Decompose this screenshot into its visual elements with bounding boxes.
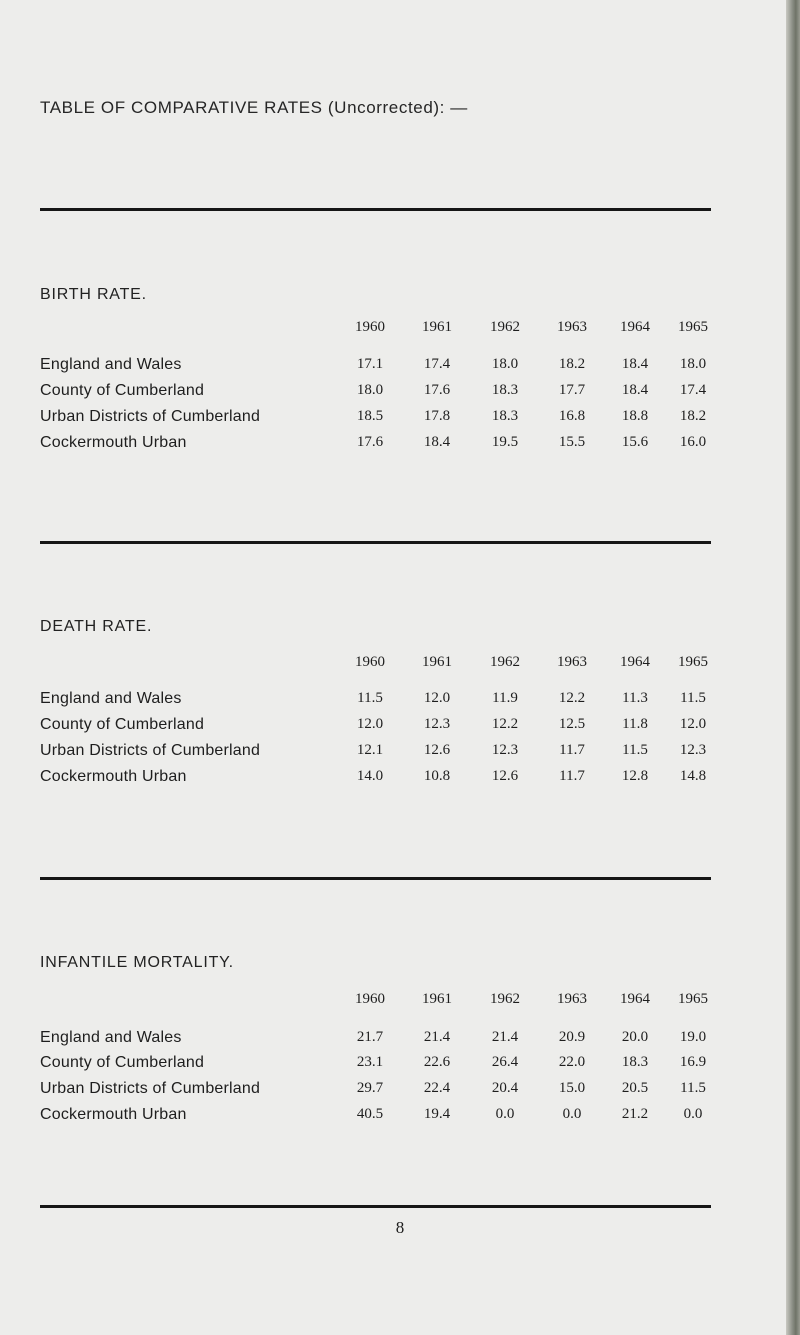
row-label: County of Cumberland	[40, 716, 205, 733]
table-cell: 14.8	[679, 768, 707, 784]
year-header: 1964	[620, 654, 650, 670]
table-cell: 11.5	[680, 1080, 706, 1096]
section-heading: BIRTH RATE.	[40, 286, 147, 303]
table-cell: 18.2	[679, 408, 707, 424]
year-header: 1961	[422, 319, 452, 335]
table-cell: 18.4	[621, 382, 649, 398]
table-cell: 12.0	[423, 690, 451, 706]
year-header: 1961	[422, 654, 452, 670]
year-header: 1961	[422, 991, 452, 1007]
table-row	[0, 1029, 800, 1051]
table-cell: 22.4	[423, 1080, 451, 1096]
table-cell: 12.0	[356, 716, 384, 732]
table-cell: 20.5	[621, 1080, 649, 1096]
table-cell: 12.5	[558, 716, 586, 732]
table-cell: 12.8	[621, 768, 649, 784]
year-header: 1965	[678, 319, 708, 335]
table-cell: 15.5	[558, 434, 586, 450]
table-cell: 11.8	[622, 716, 648, 732]
table-cell: 11.5	[357, 690, 383, 706]
row-label: England and Wales	[40, 356, 182, 373]
table-cell: 12.2	[491, 716, 519, 732]
table-cell: 22.0	[558, 1054, 586, 1070]
table-row	[0, 1106, 800, 1128]
row-label: Urban Districts of Cumberland	[40, 408, 261, 425]
year-header: 1963	[557, 654, 587, 670]
table-cell: 18.3	[491, 382, 519, 398]
section-divider	[40, 541, 711, 544]
year-header: 1964	[620, 991, 650, 1007]
table-cell: 16.8	[558, 408, 586, 424]
table-row	[0, 356, 800, 378]
year-header: 1962	[490, 654, 520, 670]
table-cell: 0.0	[495, 1106, 515, 1122]
table-row	[0, 742, 800, 764]
year-header: 1960	[355, 654, 385, 670]
table-cell: 10.8	[423, 768, 451, 784]
table-cell: 18.0	[356, 382, 384, 398]
table-cell: 18.2	[558, 356, 586, 372]
table-cell: 18.3	[621, 1054, 649, 1070]
table-cell: 11.7	[559, 742, 585, 758]
table-cell: 16.0	[679, 434, 707, 450]
page-title: TABLE OF COMPARATIVE RATES (Uncorrected): —	[40, 98, 468, 117]
year-header: 1960	[355, 319, 385, 335]
table-cell: 17.4	[679, 382, 707, 398]
row-label: Cockermouth Urban	[40, 768, 187, 785]
table-cell: 19.4	[423, 1106, 451, 1122]
table-cell: 18.3	[491, 408, 519, 424]
table-cell: 18.5	[356, 408, 384, 424]
table-cell: 20.9	[558, 1029, 586, 1045]
table-cell: 0.0	[683, 1106, 703, 1122]
table-cell: 18.0	[491, 356, 519, 372]
table-cell: 11.5	[622, 742, 648, 758]
year-header: 1963	[557, 319, 587, 335]
row-label: England and Wales	[40, 1029, 182, 1046]
table-cell: 19.0	[679, 1029, 707, 1045]
table-row	[0, 716, 800, 738]
table-row	[0, 768, 800, 790]
year-header: 1963	[557, 991, 587, 1007]
section-heading: INFANTILE MORTALITY.	[40, 954, 234, 971]
row-label: County of Cumberland	[40, 1054, 205, 1071]
table-cell: 12.2	[558, 690, 586, 706]
table-cell: 17.1	[356, 356, 384, 372]
year-header: 1962	[490, 319, 520, 335]
table-cell: 23.1	[356, 1054, 384, 1070]
year-header: 1962	[490, 991, 520, 1007]
table-cell: 20.0	[621, 1029, 649, 1045]
year-header-row	[0, 319, 800, 341]
table-cell: 26.4	[491, 1054, 519, 1070]
table-cell: 11.7	[559, 768, 585, 784]
table-cell: 17.6	[423, 382, 451, 398]
table-cell: 16.9	[679, 1054, 707, 1070]
row-label: Cockermouth Urban	[40, 1106, 187, 1123]
year-header-row	[0, 991, 800, 1013]
table-cell: 18.4	[423, 434, 451, 450]
row-label: England and Wales	[40, 690, 182, 707]
table-cell: 18.4	[621, 356, 649, 372]
table-cell: 21.2	[621, 1106, 649, 1122]
table-cell: 17.6	[356, 434, 384, 450]
table-cell: 21.4	[423, 1029, 451, 1045]
row-label: County of Cumberland	[40, 382, 205, 399]
table-cell: 12.6	[423, 742, 451, 758]
table-row	[0, 434, 800, 456]
table-cell: 12.3	[679, 742, 707, 758]
table-cell: 18.0	[679, 356, 707, 372]
year-header: 1965	[678, 991, 708, 1007]
section-divider	[40, 208, 711, 211]
table-row	[0, 1054, 800, 1076]
table-cell: 17.8	[423, 408, 451, 424]
section-divider	[40, 1205, 711, 1208]
row-label: Urban Districts of Cumberland	[40, 742, 261, 759]
table-cell: 12.0	[679, 716, 707, 732]
table-cell: 0.0	[562, 1106, 582, 1122]
table-cell: 21.4	[491, 1029, 519, 1045]
year-header: 1960	[355, 991, 385, 1007]
table-cell: 17.7	[558, 382, 586, 398]
table-row	[0, 1080, 800, 1102]
table-cell: 40.5	[356, 1106, 384, 1122]
page-number: 8	[395, 1218, 405, 1237]
table-cell: 15.0	[558, 1080, 586, 1096]
section-divider	[40, 877, 711, 880]
row-label: Urban Districts of Cumberland	[40, 1080, 261, 1097]
table-row	[0, 690, 800, 712]
table-row	[0, 408, 800, 430]
table-cell: 19.5	[491, 434, 519, 450]
table-cell: 12.3	[423, 716, 451, 732]
table-cell: 14.0	[356, 768, 384, 784]
table-cell: 29.7	[356, 1080, 384, 1096]
table-cell: 11.5	[680, 690, 706, 706]
row-label: Cockermouth Urban	[40, 434, 187, 451]
year-header: 1965	[678, 654, 708, 670]
year-header: 1964	[620, 319, 650, 335]
table-cell: 18.8	[621, 408, 649, 424]
section-heading: DEATH RATE.	[40, 618, 153, 635]
table-cell: 22.6	[423, 1054, 451, 1070]
year-header-row	[0, 654, 800, 676]
table-cell: 12.6	[491, 768, 519, 784]
table-cell: 11.9	[492, 690, 518, 706]
table-row	[0, 382, 800, 404]
table-cell: 15.6	[621, 434, 649, 450]
table-cell: 17.4	[423, 356, 451, 372]
table-cell: 20.4	[491, 1080, 519, 1096]
table-cell: 21.7	[356, 1029, 384, 1045]
table-cell: 12.3	[491, 742, 519, 758]
table-cell: 11.3	[622, 690, 648, 706]
table-cell: 12.1	[356, 742, 384, 758]
